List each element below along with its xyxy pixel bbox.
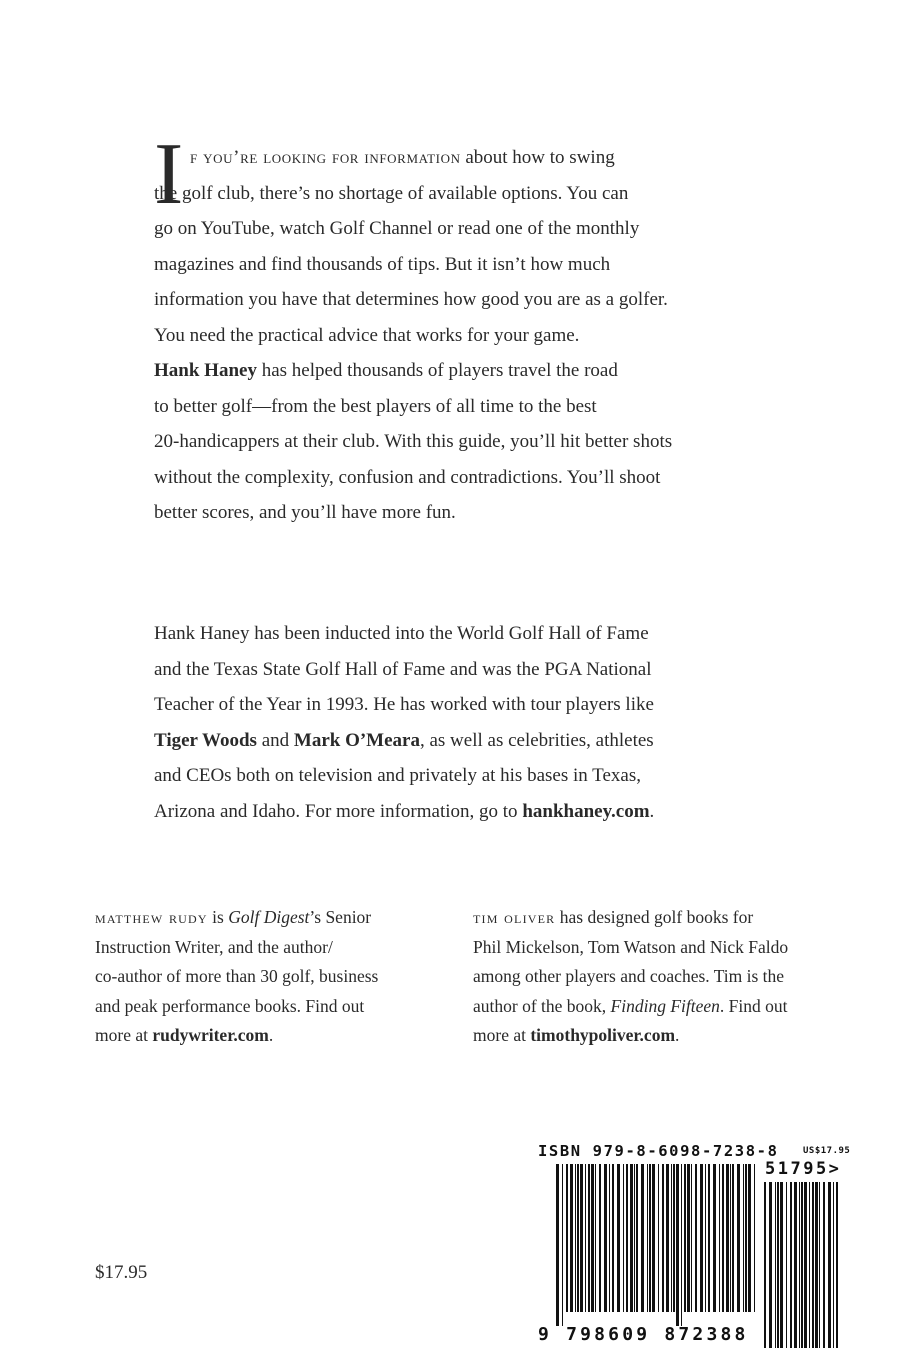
- barcode-bar: [708, 1164, 710, 1312]
- barcode-bar: [599, 1164, 601, 1312]
- barcode-bar: [786, 1182, 787, 1348]
- barcode-bar: [732, 1164, 734, 1312]
- blurb-line-7: [154, 353, 734, 389]
- bio-tiger-woods: Tiger Woods: [154, 729, 257, 751]
- barcode-bar: [681, 1164, 682, 1326]
- left-line-2: Instruction Writer, and the author/: [95, 936, 333, 957]
- barcode-bars-supplement: [764, 1182, 842, 1348]
- barcode-bar: [649, 1164, 651, 1312]
- bio-website: hankhaney.com: [522, 800, 650, 822]
- barcode-bar: [828, 1182, 831, 1348]
- barcode-bar: [684, 1164, 686, 1312]
- left-line-1-is: is: [207, 907, 229, 927]
- coauthor-bio-right: [473, 903, 803, 1051]
- bio-line-4-mid: and: [256, 729, 294, 751]
- right-line-4-end: . Find out: [719, 995, 788, 1016]
- barcode-supplement-digits: 51795>: [765, 1159, 842, 1179]
- blurb-line-11: better scores, and you’ll have more fun.: [154, 502, 456, 523]
- barcode-bar: [636, 1164, 638, 1312]
- right-line-3: among other players and coaches. Tim is the: [473, 966, 785, 986]
- barcode-bar: [700, 1164, 703, 1312]
- barcode-bar: [713, 1164, 716, 1312]
- barcode-bar: [641, 1164, 644, 1312]
- barcode-bar: [775, 1182, 776, 1348]
- blurb-line-2: the golf club, there’s no shortage of available options. You can: [154, 182, 629, 204]
- barcode-bar: [804, 1182, 807, 1348]
- barcode-bar: [634, 1164, 635, 1312]
- right-line-5-end: .: [675, 1025, 680, 1045]
- barcode-bar: [769, 1182, 772, 1348]
- right-line-5-start: more at: [473, 1025, 531, 1045]
- bio-line-6: [154, 794, 734, 830]
- bio-line-6-start: Arizona and Idaho. For more information, go to: [154, 800, 523, 822]
- left-line-4: and peak performance books. Find out: [95, 995, 365, 1016]
- blurb-line-1: [154, 140, 734, 176]
- barcode-bar: [780, 1182, 783, 1348]
- right-author-name: tim oliver: [473, 907, 556, 927]
- barcode-bar: [580, 1164, 583, 1312]
- coauthor-bio-left: [95, 903, 425, 1051]
- right-book-title: Finding Fifteen: [610, 995, 720, 1016]
- bio-line-3: Teacher of the Year in 1993. He has worked with tour players like: [154, 694, 654, 715]
- barcode-bar: [604, 1164, 607, 1312]
- barcode-bar: [809, 1182, 810, 1348]
- barcode-bar: [562, 1164, 563, 1326]
- barcode-bar: [764, 1182, 766, 1348]
- barcode-bar: [722, 1164, 724, 1312]
- barcode-bar: [695, 1164, 697, 1312]
- barcode-bar: [790, 1182, 792, 1348]
- barcode-bar: [799, 1182, 800, 1348]
- barcode-bar: [676, 1164, 679, 1326]
- barcode-bar: [566, 1164, 568, 1312]
- drop-cap: I: [154, 126, 184, 223]
- barcode-bar: [801, 1182, 803, 1348]
- barcode-bars-main: [556, 1164, 760, 1326]
- bio-line-4: [154, 723, 734, 759]
- blurb-line-3: go on YouTube, watch Golf Channel or read one of the monthly: [154, 218, 640, 239]
- barcode-price-code: US$17.95: [803, 1146, 851, 1156]
- barcode-bar: [726, 1164, 729, 1312]
- barcode-bar: [666, 1164, 669, 1312]
- barcode-bar: [777, 1182, 779, 1348]
- barcode-bar: [647, 1164, 648, 1312]
- barcode-bar: [673, 1164, 675, 1312]
- right-website: timothypoliver.com: [530, 1025, 676, 1045]
- bio-line-6-end: .: [649, 800, 655, 822]
- barcode-bar: [719, 1164, 720, 1312]
- left-website: rudywriter.com: [152, 1025, 269, 1045]
- blurb-lead-smallcaps: f you’re looking for information: [190, 147, 461, 168]
- barcode-bar: [662, 1164, 664, 1312]
- right-line-1-rest: has designed golf books for: [555, 907, 754, 927]
- barcode-bar: [815, 1182, 818, 1348]
- barcode-bar: [575, 1164, 576, 1312]
- barcode-bar: [609, 1164, 610, 1312]
- bio-line-5: and CEOs both on television and privately at his bases in Texas,: [154, 765, 641, 786]
- left-author-name: matthew rudy: [95, 907, 208, 927]
- barcode-bar: [585, 1164, 586, 1312]
- right-line-4-start: author of the book,: [473, 995, 611, 1016]
- barcode-bar: [612, 1164, 614, 1312]
- right-line-5: [473, 1021, 803, 1051]
- barcode-bar: [737, 1164, 740, 1312]
- barcode-bar: [754, 1164, 755, 1312]
- isbn-number: ISBN 979-8-6098-7238-8: [538, 1142, 779, 1160]
- barcode-bar: [833, 1182, 834, 1348]
- book-blurb: [154, 126, 734, 531]
- bio-line-2: and the Texas State Golf Hall of Fame and was the PGA National: [154, 658, 652, 680]
- right-line-1: [473, 903, 803, 933]
- bio-mark-omeara: Mark O’Meara: [293, 729, 420, 751]
- barcode-bar: [570, 1164, 573, 1312]
- left-line-5-end: .: [268, 1025, 274, 1045]
- left-line-5: [95, 1021, 425, 1051]
- barcode-bar: [626, 1164, 628, 1312]
- blurb-line-4: magazines and find thousands of tips. But it isn’t how much: [154, 253, 611, 275]
- barcode-bar: [556, 1164, 559, 1326]
- barcode-bar: [794, 1182, 797, 1348]
- barcode-bar: [671, 1164, 672, 1312]
- barcode-bar: [652, 1164, 655, 1312]
- isbn-barcode: [538, 1142, 851, 1352]
- barcode-bar: [819, 1182, 820, 1348]
- left-line-5-start: more at: [95, 1025, 153, 1045]
- barcode-bar: [748, 1164, 751, 1312]
- blurb-line-8: to better golf—from the best players of all time to the best: [154, 395, 597, 417]
- barcode-bar: [705, 1164, 706, 1312]
- barcode-bar: [617, 1164, 620, 1312]
- cover-price: $17.95: [95, 1262, 148, 1283]
- barcode-bar: [588, 1164, 590, 1312]
- barcode-bar: [836, 1182, 838, 1348]
- blurb-line-5: information you have that determines how good you are as a golfer.: [154, 289, 668, 310]
- barcode-bar: [823, 1182, 825, 1348]
- blurb-line-10: without the complexity, confusion and contradictions. You’ll shoot: [154, 466, 661, 488]
- barcode-bar: [577, 1164, 579, 1312]
- barcode-bar: [743, 1164, 744, 1312]
- barcode-bar: [745, 1164, 747, 1312]
- bio-line-1: Hank Haney has been inducted into the World Golf Hall of Fame: [154, 623, 649, 644]
- left-line-1-rest: ’s Senior: [309, 907, 372, 927]
- left-line-3: co-author of more than 30 golf, business: [95, 966, 379, 986]
- right-line-2: Phil Mickelson, Tom Watson and Nick Faldo: [473, 936, 789, 957]
- barcode-bar: [687, 1164, 690, 1312]
- barcode-bar: [691, 1164, 692, 1312]
- blurb-line-7-rest: has helped thousands of players travel the road: [256, 360, 618, 381]
- blurb-line-9: 20-handicappers at their club. With this guide, you’ll hit better shots: [154, 431, 673, 452]
- barcode-bar: [730, 1164, 731, 1312]
- barcode-bar: [623, 1164, 624, 1312]
- barcode-digits: 9 798609 872388: [538, 1324, 749, 1345]
- author-bio: [154, 616, 734, 829]
- barcode-bar: [630, 1164, 633, 1312]
- barcode-bar: [591, 1164, 594, 1312]
- author-name-bold: Hank Haney: [154, 360, 257, 381]
- left-publication: Golf Digest: [228, 907, 310, 927]
- bio-line-4-rest: , as well as celebrities, athletes: [419, 729, 654, 751]
- blurb-line-6: You need the practical advice that works for your game.: [154, 324, 580, 346]
- barcode-bar: [812, 1182, 814, 1348]
- right-line-4: [473, 992, 803, 1022]
- left-line-1: [95, 903, 425, 933]
- barcode-bar: [658, 1164, 659, 1312]
- blurb-line-1-rest: about how to swing: [460, 147, 615, 168]
- barcode-bar: [595, 1164, 596, 1312]
